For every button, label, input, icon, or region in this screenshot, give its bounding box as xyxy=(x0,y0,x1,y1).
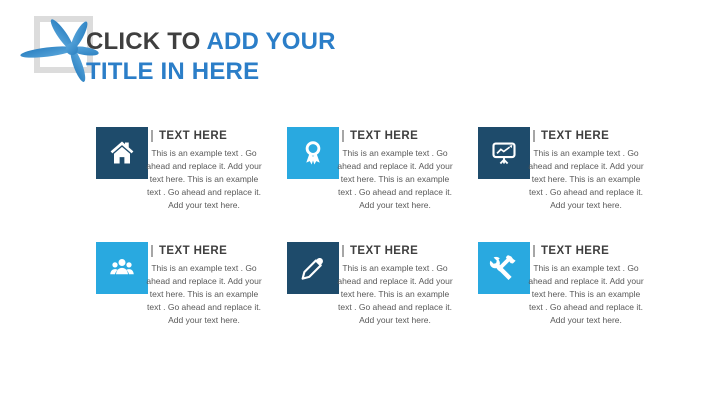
heading-label: TEXT HERE xyxy=(350,130,419,142)
icon-square-navy xyxy=(96,127,148,179)
icon-square-navy xyxy=(478,127,530,179)
feature-block-1 xyxy=(96,127,276,227)
feature-block-5 xyxy=(287,242,467,342)
heading-bar xyxy=(342,130,344,142)
block-heading xyxy=(525,245,647,257)
block-body-text: This is an example text . Go ahead and replace it. Add your text here. This is an example text . Go ahead and replace it. Add your text here. xyxy=(528,148,644,210)
users-icon xyxy=(107,253,137,283)
text-column xyxy=(143,245,265,327)
pencil-icon xyxy=(298,253,328,283)
heading-bar xyxy=(533,130,535,142)
text-column xyxy=(334,245,456,327)
feature-block-2 xyxy=(287,127,467,227)
presentation-chart-icon xyxy=(489,138,519,168)
feature-block-6 xyxy=(478,242,658,342)
block-heading xyxy=(143,130,265,142)
feature-block-4 xyxy=(96,242,276,342)
icon-square-navy xyxy=(287,242,339,294)
heading-label: TEXT HERE xyxy=(541,130,610,142)
award-ribbon-icon xyxy=(298,138,328,168)
title-blue-part-line2: TITLE IN HERE xyxy=(86,58,260,85)
icon-square-blue xyxy=(96,242,148,294)
block-heading xyxy=(334,130,456,142)
block-heading xyxy=(143,245,265,257)
block-body-text: This is an example text . Go ahead and replace it. Add your text here. This is an example text . Go ahead and replace it. Add your text here. xyxy=(146,148,262,210)
heading-label: TEXT HERE xyxy=(159,130,228,142)
feature-block-3 xyxy=(478,127,658,227)
home-icon xyxy=(107,138,137,168)
block-body-text: This is an example text . Go ahead and replace it. Add your text here. This is an example text . Go ahead and replace it. Add your text here. xyxy=(146,263,262,325)
icon-square-blue xyxy=(478,242,530,294)
tools-icon xyxy=(489,253,519,283)
heading-bar xyxy=(151,130,153,142)
title-blue-part-line1: ADD YOUR xyxy=(206,28,336,55)
block-heading xyxy=(525,130,647,142)
title-dark-part: CLICK TO xyxy=(86,28,201,55)
block-body-text: This is an example text . Go ahead and replace it. Add your text here. This is an example text . Go ahead and replace it. Add your text here. xyxy=(337,263,453,325)
slide-title xyxy=(86,27,466,87)
text-column xyxy=(525,245,647,327)
heading-label: TEXT HERE xyxy=(350,245,419,257)
text-column xyxy=(334,130,456,212)
heading-label: TEXT HERE xyxy=(541,245,610,257)
block-body-text: This is an example text . Go ahead and replace it. Add your text here. This is an example text . Go ahead and replace it. Add your text here. xyxy=(528,263,644,325)
heading-label: TEXT HERE xyxy=(159,245,228,257)
heading-bar xyxy=(342,245,344,257)
block-heading xyxy=(334,245,456,257)
heading-bar xyxy=(151,245,153,257)
heading-bar xyxy=(533,245,535,257)
block-body-text: This is an example text . Go ahead and replace it. Add your text here. This is an example text . Go ahead and replace it. Add your text here. xyxy=(337,148,453,210)
text-column xyxy=(525,130,647,212)
text-column xyxy=(143,130,265,212)
icon-square-blue xyxy=(287,127,339,179)
